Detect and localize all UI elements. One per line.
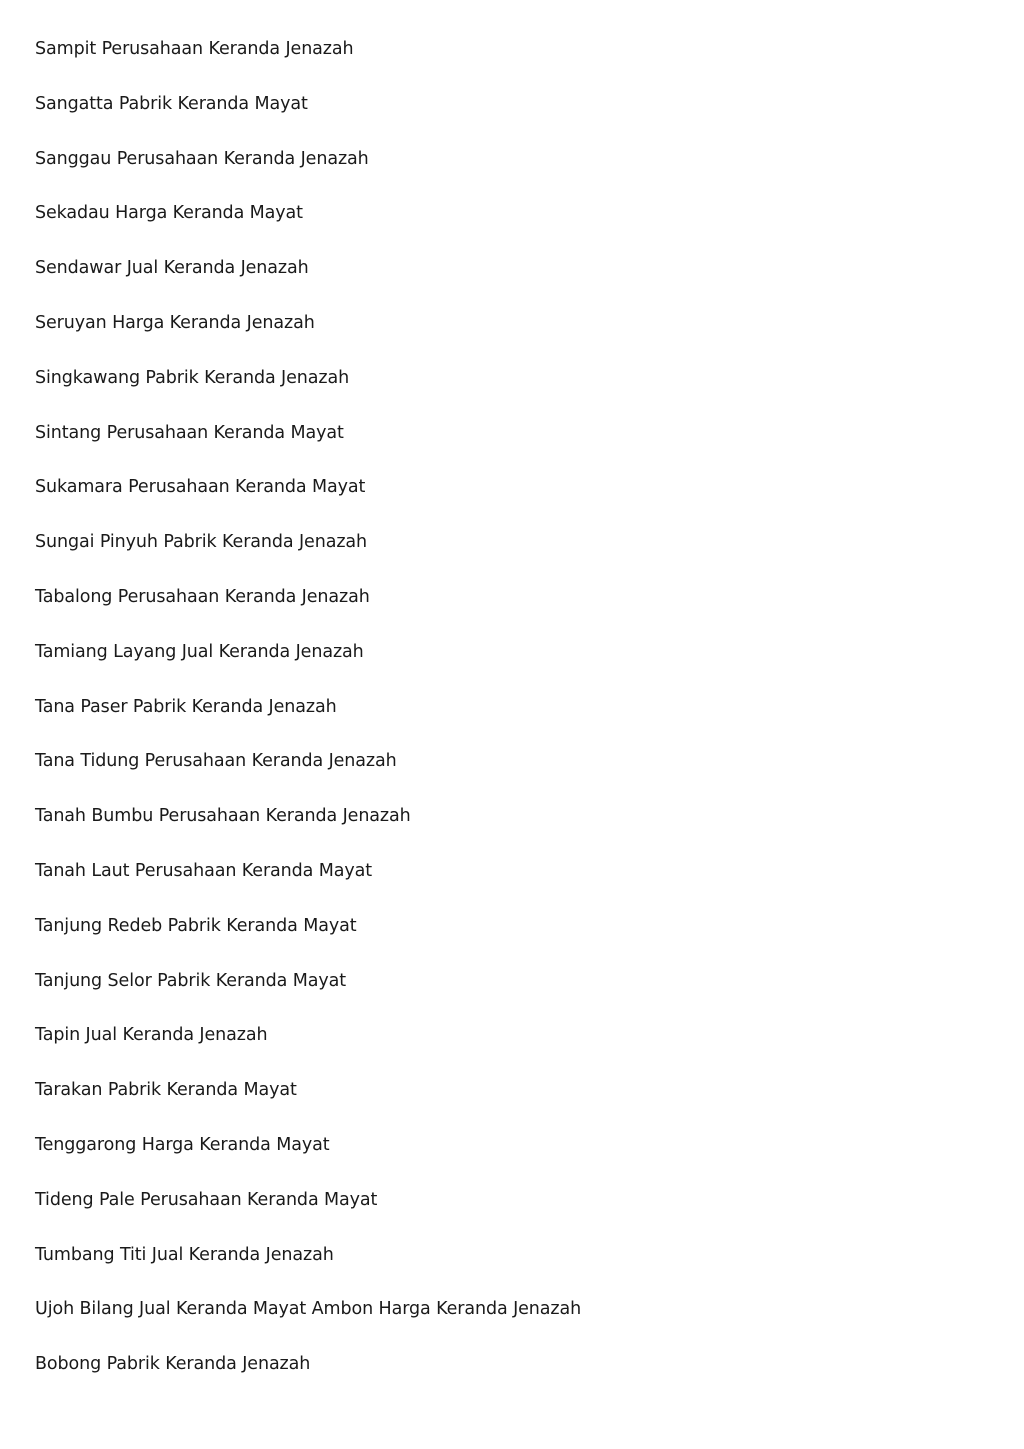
- list-item: Sanggau Perusahaan Keranda Jenazah: [35, 148, 369, 169]
- list-item: Singkawang Pabrik Keranda Jenazah: [35, 367, 350, 388]
- list-item: Sampit Perusahaan Keranda Jenazah: [35, 39, 354, 59]
- entry-list: [35, 37, 581, 1407]
- list-item: Ujoh Bilang Jual Keranda Mayat Ambon Harga Keranda Jenazah: [35, 1299, 582, 1320]
- list-item: Sendawar Jual Keranda Jenazah: [35, 258, 309, 279]
- list-item: Sukamara Perusahaan Keranda Mayat: [35, 477, 366, 498]
- list-item: Sungai Pinyuh Pabrik Keranda Jenazah: [35, 532, 368, 553]
- list-item: Tanah Laut Perusahaan Keranda Mayat: [35, 860, 373, 881]
- list-item: Tanjung Selor Pabrik Keranda Mayat: [35, 970, 347, 991]
- list-item: Tana Paser Pabrik Keranda Jenazah: [35, 696, 337, 717]
- list-item: Sangatta Pabrik Keranda Mayat: [35, 93, 308, 114]
- list-item: Tamiang Layang Jual Keranda Jenazah: [35, 641, 364, 662]
- list-item: Tabalong Perusahaan Keranda Jenazah: [35, 586, 370, 607]
- list-item: Bobong Pabrik Keranda Jenazah: [35, 1354, 311, 1375]
- list-item: Tideng Pale Perusahaan Keranda Mayat: [35, 1189, 378, 1210]
- list-item: Tanjung Redeb Pabrik Keranda Mayat: [35, 915, 357, 936]
- list-item: Tarakan Pabrik Keranda Mayat: [35, 1080, 297, 1101]
- list-item: Seruyan Harga Keranda Jenazah: [35, 312, 315, 333]
- list-item: Tumbang Titi Jual Keranda Jenazah: [35, 1244, 334, 1265]
- list-item: Tanah Bumbu Perusahaan Keranda Jenazah: [35, 806, 411, 827]
- list-item: Tenggarong Harga Keranda Mayat: [35, 1134, 330, 1155]
- list-item: Sekadau Harga Keranda Mayat: [35, 203, 303, 224]
- list-item: Tana Tidung Perusahaan Keranda Jenazah: [35, 751, 397, 772]
- list-item: Sintang Perusahaan Keranda Mayat: [35, 422, 344, 443]
- list-item: Tapin Jual Keranda Jenazah: [35, 1025, 268, 1046]
